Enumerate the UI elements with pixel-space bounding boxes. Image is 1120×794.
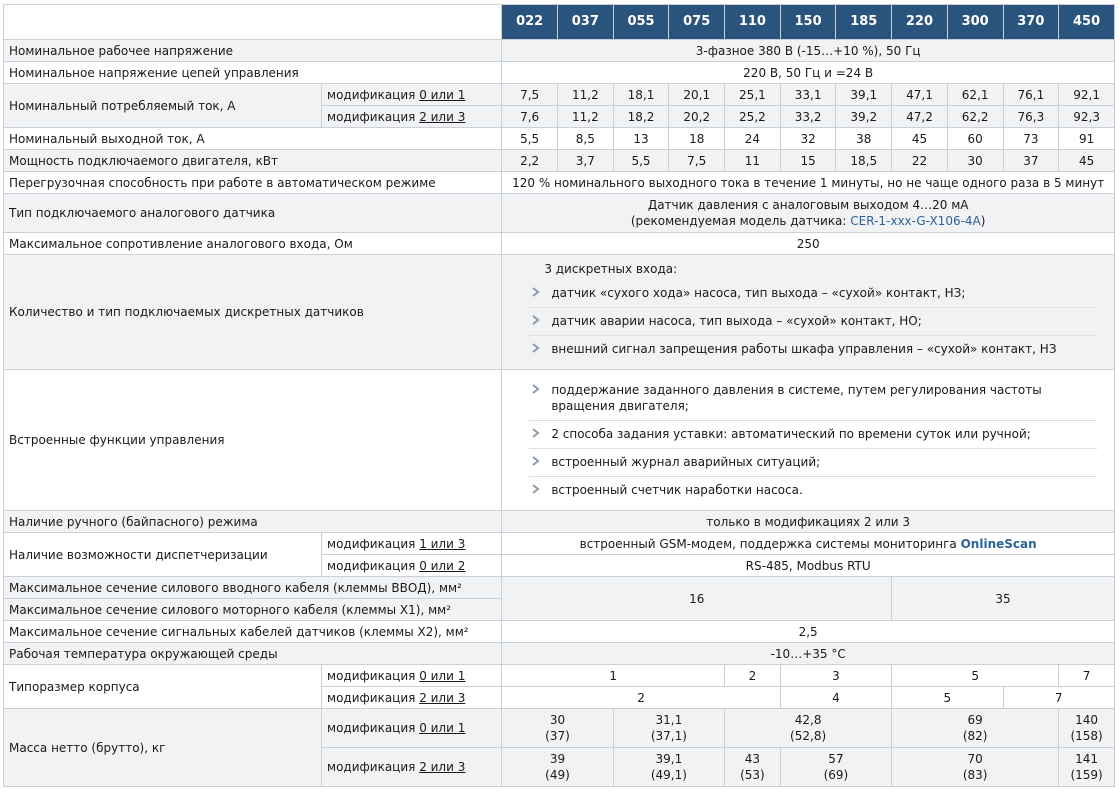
table-row: [4, 62, 1114, 83]
chevron-right-icon: [531, 455, 541, 467]
mass-gross: (49,1): [650, 768, 687, 782]
list-item-text: датчик аварии насоса, тип выхода – «сухой» контакт, НО;: [551, 314, 922, 328]
model-header: 150: [781, 5, 836, 39]
value-cell: 62,1: [948, 84, 1003, 105]
mass-net: 31,1: [655, 713, 683, 727]
value-cell: 39,2: [836, 106, 891, 127]
value-cell: 92,3: [1059, 106, 1114, 127]
modification-label: [322, 665, 501, 686]
dispatch-text: встроенный GSM-модем, поддержка системы мониторинга: [579, 536, 961, 551]
mass-gross: (49): [545, 768, 570, 782]
row-value: 220 В, 50 Гц и =24 В: [502, 62, 1114, 83]
discrete-lead: 3 дискретных входа:: [544, 262, 678, 276]
value-cell: 18,2: [614, 106, 669, 127]
modification-code: 0 или 1: [419, 87, 466, 102]
value-cell: 7,6: [502, 106, 557, 127]
row-label: Тип подключаемого аналогового датчика: [4, 194, 501, 232]
model-header: 450: [1059, 5, 1114, 39]
mass-net: 39,1: [655, 752, 683, 766]
row-label: Максимальное сечение сигнальных кабелей датчиков (клеммы X2), мм²: [4, 621, 501, 642]
table-row: [4, 577, 1114, 598]
list-item-text: встроенный счетчик наработки насоса.: [551, 482, 803, 497]
value-cell: 20,2: [669, 106, 724, 127]
modification-prefix: модификация: [327, 109, 420, 124]
row-value: [502, 370, 1114, 510]
value-cell: 91: [1059, 128, 1114, 149]
mass-cell: [502, 748, 612, 786]
modification-label: [322, 709, 501, 747]
model-header: 037: [558, 5, 613, 39]
value-cell: 18: [669, 128, 724, 149]
value-cell: 22: [892, 150, 947, 171]
model-header: 022: [502, 5, 557, 39]
model-header: 110: [725, 5, 780, 39]
model-header: 220: [892, 5, 947, 39]
row-value: -10…+35 °C: [502, 643, 1114, 664]
table-row: [4, 128, 1114, 149]
sensor-line-1: Датчик давления с аналоговым выходом 4…20 мА: [647, 198, 969, 212]
sensor-line-2: [504, 213, 1112, 229]
value-cell: 3,7: [558, 150, 613, 171]
value-cell: 60: [948, 128, 1003, 149]
mass-cell: [892, 748, 1058, 786]
row-value: [502, 533, 1114, 554]
value-cell: 47,1: [892, 84, 947, 105]
modification-code: 1 или 3: [419, 536, 466, 551]
row-label: Максимальное сопротивление аналогового входа, Ом: [4, 233, 501, 254]
list-item: [529, 449, 1097, 477]
row-value: RS-485, Modbus RTU: [502, 555, 1114, 576]
mass-cell: [725, 748, 780, 786]
mass-cell: [725, 709, 891, 747]
table-row: [4, 233, 1114, 254]
list-item: [529, 308, 1097, 336]
chevron-right-icon: [531, 342, 541, 354]
row-value: только в модификациях 2 или 3: [502, 511, 1114, 532]
modification-code: 2 или 3: [419, 690, 466, 705]
value-cell: 3: [781, 665, 891, 686]
value-cell: 8,5: [558, 128, 613, 149]
value-cell: 11: [725, 150, 780, 171]
row-label: Наличие возможности диспетчеризации: [4, 533, 321, 576]
row-value: 120 % номинального выходного тока в течение 1 минуты, но не чаще одного раза в 5 минут: [502, 172, 1114, 193]
value-cell: 18,1: [614, 84, 669, 105]
onlinescan-link[interactable]: OnlineScan: [960, 536, 1037, 551]
mass-gross: (82): [962, 729, 988, 743]
table-row: [4, 533, 1114, 554]
modification-code: 2 или 3: [419, 109, 466, 124]
mass-net: 70: [967, 752, 983, 766]
row-label: Перегрузочная способность при работе в автоматическом режиме: [4, 172, 501, 193]
list-item: [529, 377, 1097, 421]
functions-list: [507, 377, 1109, 504]
table-row: [4, 511, 1114, 532]
mass-gross: (158): [1070, 729, 1103, 743]
table-row: [4, 194, 1114, 232]
value-cell: 32: [781, 128, 836, 149]
row-value: [502, 194, 1114, 232]
mass-cell: [781, 748, 891, 786]
mass-net: 39: [549, 752, 566, 766]
sensor-model-link[interactable]: CER-1-xxx-G-X106-4A: [850, 214, 981, 228]
value-cell: 7: [1059, 665, 1114, 686]
sensor-suffix: ): [980, 214, 986, 228]
mass-net: 57: [828, 752, 844, 766]
modification-code: 2 или 3: [419, 760, 466, 774]
value-cell: 7: [1004, 687, 1115, 708]
mass-cell: [614, 709, 724, 747]
model-header: 370: [1004, 5, 1059, 39]
value-cell: 47,2: [892, 106, 947, 127]
value-cell: 5,5: [614, 150, 669, 171]
value-cell: 13: [614, 128, 669, 149]
row-label: Количество и тип подключаемых дискретных датчиков: [4, 255, 501, 369]
value-cell: 2,2: [502, 150, 557, 171]
value-cell: 11,2: [558, 106, 613, 127]
modification-prefix: модификация: [327, 721, 420, 735]
list-item: [529, 477, 1097, 504]
value-cell: 5: [892, 665, 1058, 686]
value-cell: 39,1: [836, 84, 891, 105]
mass-cell: [1059, 709, 1114, 747]
mass-gross: (159): [1070, 768, 1103, 782]
value-cell: 7,5: [502, 84, 557, 105]
modification-label: [322, 748, 501, 786]
row-value: 250: [502, 233, 1114, 254]
modification-label: [322, 687, 501, 708]
row-label: Типоразмер корпуса: [4, 665, 321, 708]
value-cell: 25,2: [725, 106, 780, 127]
modification-label: [322, 533, 501, 554]
mass-gross: (37,1): [650, 729, 687, 743]
value-cell: 20,1: [669, 84, 724, 105]
modification-label: [322, 555, 501, 576]
sensor-prefix: (рекомендуемая модель датчика:: [630, 214, 851, 228]
chevron-right-icon: [531, 383, 541, 395]
model-header: 300: [948, 5, 1003, 39]
table-row: [4, 370, 1114, 510]
value-cell: 45: [892, 128, 947, 149]
value-cell: 92,1: [1059, 84, 1114, 105]
value-cell: 62,2: [948, 106, 1003, 127]
table-row: [4, 84, 1114, 105]
model-header: 055: [614, 5, 669, 39]
header-blank: [4, 5, 501, 39]
list-item: [529, 280, 1097, 308]
model-header: 075: [669, 5, 724, 39]
value-cell: 2: [725, 665, 780, 686]
value-cell: 4: [781, 687, 891, 708]
modification-label: [322, 84, 501, 105]
row-label: Номинальный выходной ток, А: [4, 128, 501, 149]
chevron-right-icon: [531, 427, 541, 439]
modification-prefix: модификация: [327, 536, 420, 551]
value-cell: 15: [781, 150, 836, 171]
mass-cell: [1059, 748, 1114, 786]
modification-prefix: модификация: [327, 87, 420, 102]
mass-net: 69: [967, 713, 983, 727]
table-row: [4, 643, 1114, 664]
mass-gross: (53): [740, 768, 765, 782]
value-cell: 5,5: [502, 128, 557, 149]
chevron-right-icon: [531, 314, 541, 326]
modification-label: [322, 106, 501, 127]
table-row: [4, 172, 1114, 193]
list-item-text: 2 способа задания уставки: автоматический по времени суток или ручной;: [551, 426, 1031, 441]
value-cell: 45: [1059, 150, 1114, 171]
mass-cell: [892, 709, 1058, 747]
model-header: 185: [836, 5, 891, 39]
value-cell: 37: [1004, 150, 1059, 171]
mass-net: 141: [1075, 752, 1099, 766]
row-label: Номинальный потребляемый ток, А: [4, 84, 321, 127]
table-row: [4, 665, 1114, 686]
modification-prefix: модификация: [327, 668, 420, 683]
chevron-right-icon: [531, 286, 541, 298]
value-cell: 33,2: [781, 106, 836, 127]
list-item-text: поддержание заданного давления в системе, путем регулирования частоты вращения двигателя;: [551, 382, 1042, 413]
table-row: [4, 621, 1114, 642]
header-row: [4, 5, 1114, 39]
mass-cell: [502, 709, 612, 747]
value-cell: 76,3: [1004, 106, 1059, 127]
chevron-right-icon: [531, 483, 541, 495]
list-item: [529, 336, 1097, 363]
row-label: Масса нетто (брутто), кг: [4, 709, 321, 786]
modification-code: 0 или 1: [419, 668, 466, 683]
value-cell: 30: [948, 150, 1003, 171]
list-item-text: датчик «сухого хода» насоса, тип выхода – «сухой» контакт, НЗ;: [551, 286, 966, 300]
mass-gross: (37): [545, 729, 570, 743]
row-label: Рабочая температура окружающей среды: [4, 643, 501, 664]
discrete-list: [507, 280, 1109, 363]
list-item: [529, 421, 1097, 449]
modification-prefix: модификация: [327, 690, 420, 705]
value-cell: 73: [1004, 128, 1059, 149]
value-cell: 2: [502, 687, 779, 708]
value-cell: 11,2: [558, 84, 613, 105]
mass-net: 43: [744, 752, 761, 766]
modification-prefix: модификация: [327, 558, 420, 573]
table-row: [4, 150, 1114, 171]
table-row: [4, 255, 1114, 369]
table-row: [4, 709, 1114, 747]
value-cell: 5: [892, 687, 1002, 708]
modification-prefix: модификация: [327, 760, 420, 774]
row-label: Максимальное сечение силового моторного кабеля (клеммы X1), мм²: [4, 599, 501, 620]
value-cell: 24: [725, 128, 780, 149]
row-label: Номинальное рабочее напряжение: [4, 40, 501, 61]
row-value: 2,5: [502, 621, 1114, 642]
mass-net: 42,8: [794, 713, 822, 727]
mass-net: 140: [1075, 713, 1099, 727]
mass-net: 30: [549, 713, 566, 727]
table-row: [4, 40, 1114, 61]
value-cell: 33,1: [781, 84, 836, 105]
spec-table: [3, 4, 1115, 787]
mass-gross: (69): [823, 768, 849, 782]
value-cell: 16: [502, 577, 891, 620]
row-value: 3-фазное 380 В (-15…+10 %), 50 Гц: [502, 40, 1114, 61]
value-cell: 1: [502, 665, 724, 686]
row-label: Наличие ручного (байпасного) режима: [4, 511, 501, 532]
value-cell: 76,1: [1004, 84, 1059, 105]
row-label: Номинальное напряжение цепей управления: [4, 62, 501, 83]
row-label: Максимальное сечение силового вводного кабеля (клеммы ВВОД), мм²: [4, 577, 501, 598]
list-item-text: внешний сигнал запрещения работы шкафа управления – «сухой» контакт, НЗ: [551, 342, 1057, 356]
value-cell: 18,5: [836, 150, 891, 171]
row-value: [502, 255, 1114, 369]
value-cell: 7,5: [669, 150, 724, 171]
row-label: Встроенные функции управления: [4, 370, 501, 510]
mass-gross: (52,8): [790, 729, 827, 743]
mass-gross: (83): [962, 768, 988, 782]
mass-cell: [614, 748, 724, 786]
value-cell: 35: [892, 577, 1114, 620]
row-label: Мощность подключаемого двигателя, кВт: [4, 150, 501, 171]
modification-code: 0 или 2: [419, 558, 466, 573]
modification-code: 0 или 1: [419, 721, 466, 735]
value-cell: 38: [836, 128, 891, 149]
list-item-text: встроенный журнал аварийных ситуаций;: [551, 454, 821, 469]
value-cell: 25,1: [725, 84, 780, 105]
